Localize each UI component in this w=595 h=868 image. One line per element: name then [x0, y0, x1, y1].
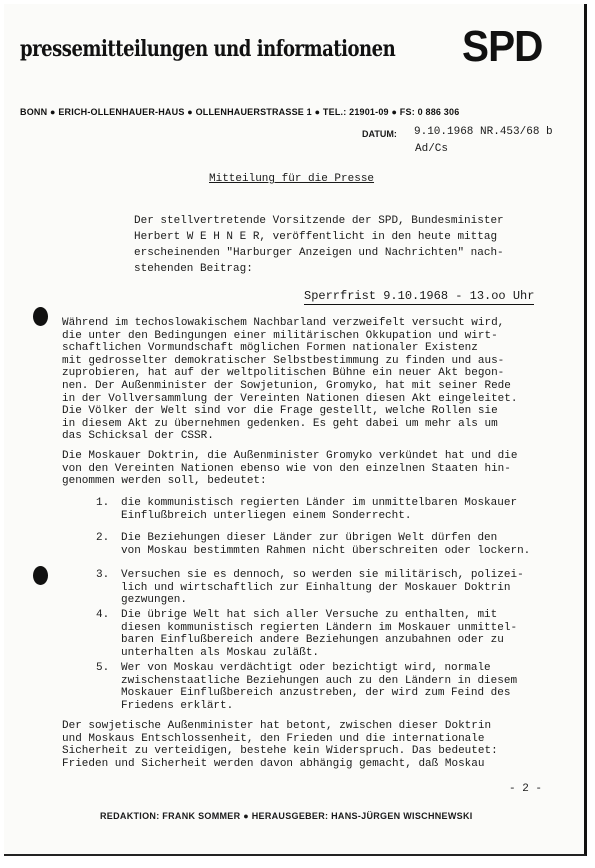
- document-page: [4, 4, 587, 856]
- date-label: DATUM:: [362, 129, 397, 139]
- list-line: baren Einflußbereich andere Beziehungen anzubahnen oder zu: [121, 634, 504, 647]
- list-line: die kommunistisch regierten Länder im unmittelbaren Moskauer: [121, 497, 518, 509]
- list-number: 3.: [96, 569, 110, 581]
- paragraph-line: schaftlichen Vormundschaft möglichen Formen nationaler Existenz: [62, 342, 478, 355]
- list-line: Einflußbreich unterliegen einem Sonderrecht.: [121, 509, 412, 522]
- paragraph-line: von den Vereinten Nationen ebenso wie von den einzelnen Staaten hin-: [62, 462, 511, 475]
- list-line: von Moskau bestimmten Rahmen nicht überschreiten oder lockern.: [121, 544, 531, 557]
- paragraph-line: Während im techoslowakischem Nachbarland verzweifelt versucht wird,: [62, 317, 505, 329]
- list-line: Friedens erklärt.: [121, 699, 234, 712]
- list-number: 1.: [96, 497, 110, 509]
- list-number: 5.: [96, 662, 110, 674]
- list-number: 4.: [96, 609, 110, 621]
- list-line: unterhalten als Moskau zuläßt.: [121, 646, 320, 659]
- paragraph-line: Frieden und Sicherheit werden davon abhängig gemacht, daß Moskau: [62, 757, 485, 770]
- intro-line: Herbert W E H N E R, veröffentlicht in den heute mittag: [134, 231, 498, 243]
- list-line: lich und wirtschaftlich zur Einhaltung der Moskauer Doktrin: [121, 581, 511, 594]
- list-line: Die übrige Welt hat sich aller Versuche zu enthalten, mit: [121, 609, 498, 621]
- paragraph-line: mit gedrosselter demokratischer Selbstbestimmung zu finden und aus-: [62, 354, 505, 367]
- page-number: - 2 -: [509, 783, 543, 795]
- letterhead-title: pressemitteilungen und informationen: [20, 36, 396, 62]
- paragraph-line: Sicherheit zu verteidigen, bestehe kein Widerspruch. Das bedeutet:: [62, 745, 498, 758]
- list-number: 2.: [96, 532, 110, 544]
- paragraph-2: [62, 450, 577, 488]
- list-line: Wer von Moskau verdächtigt oder bezichtigt wird, normale: [121, 662, 491, 674]
- letterhead-address: BONN ● ERICH-OLLENHAUER-HAUS ● OLLENHAUERSTRASSE 1 ● TEL.: 21901-09 ● FS: 0 886 306: [20, 107, 460, 117]
- paragraph-1: [62, 317, 577, 443]
- intro-line: erscheinenden "Harburger Anzeigen und Nachrichten" nach-: [134, 247, 504, 259]
- list-line: diesen kommunistisch regierten Ländern im Moskauer unmittel-: [121, 621, 518, 634]
- paragraph-line: Die Völker der Welt sind vor die Frage gestellt, welche Rollen sie: [62, 405, 498, 418]
- paragraph-line: in diesem Akt zu übernehmen gedenken. Es geht dabei um mehr als um: [62, 417, 498, 430]
- list-line: zwischenstaatliche Beziehungen auch zu den Ländern in diesem: [121, 674, 518, 687]
- paragraph-3: [62, 720, 577, 770]
- reference-initials: Ad/Cs: [415, 143, 449, 155]
- paragraph-line: die unter den Bedingungen einer militärischen Okkupation und wirt-: [62, 329, 498, 342]
- paragraph-line: Der sowjetische Außenminister hat betont, zwischen dieser Doktrin: [62, 720, 492, 732]
- press-heading: Mitteilung für die Presse: [209, 173, 375, 185]
- embargo-notice: Sperrfrist 9.10.1968 - 13.oo Uhr: [304, 289, 535, 303]
- paragraph-line: zuprobieren, hat auf der weltpolitischen Bühne ein neuer Akt begon-: [62, 367, 505, 380]
- paragraph-line: in der Vollversammlung der Vereinten Nationen diesen Akt eingeleitet.: [62, 392, 518, 405]
- intro-line: stehenden Beitrag:: [134, 263, 253, 275]
- paragraph-line: nen. Der Außenminister der Sowjetunion, Gromyko, hat mit seiner Rede: [62, 379, 511, 392]
- punch-hole: [33, 566, 48, 585]
- footer-credits: REDAKTION: FRANK SOMMER ● HERAUSGEBER: HANS-JÜRGEN WISCHNEWSKI: [100, 811, 473, 821]
- spd-logo: SPD: [462, 22, 543, 71]
- intro-paragraph: [134, 213, 534, 277]
- list-line: Moskauer Einflußbereich anzustreben, der wird zum Feind des: [121, 687, 511, 700]
- list-line: Versuchen sie es dennoch, so werden sie militärisch, polizei-: [121, 569, 524, 581]
- date-number-value: 9.10.1968 NR.453/68 b: [414, 126, 553, 138]
- paragraph-line: das Schicksal der CSSR.: [62, 430, 214, 443]
- punch-hole: [33, 307, 48, 326]
- list-line: Die Beziehungen dieser Länder zur übrigen Welt dürfen den: [121, 532, 498, 544]
- intro-line: Der stellvertretende Vorsitzende der SPD, Bundesminister: [134, 215, 504, 227]
- list-line: gezwungen.: [121, 594, 188, 607]
- paragraph-line: und Moskaus Entschlossenheit, den Frieden und die internationale: [62, 732, 485, 745]
- paragraph-line: genommen werden soll, bedeutet:: [62, 475, 267, 488]
- paragraph-line: Die Moskauer Doktrin, die Außenminister Gromyko verkündet hat und die: [62, 450, 518, 462]
